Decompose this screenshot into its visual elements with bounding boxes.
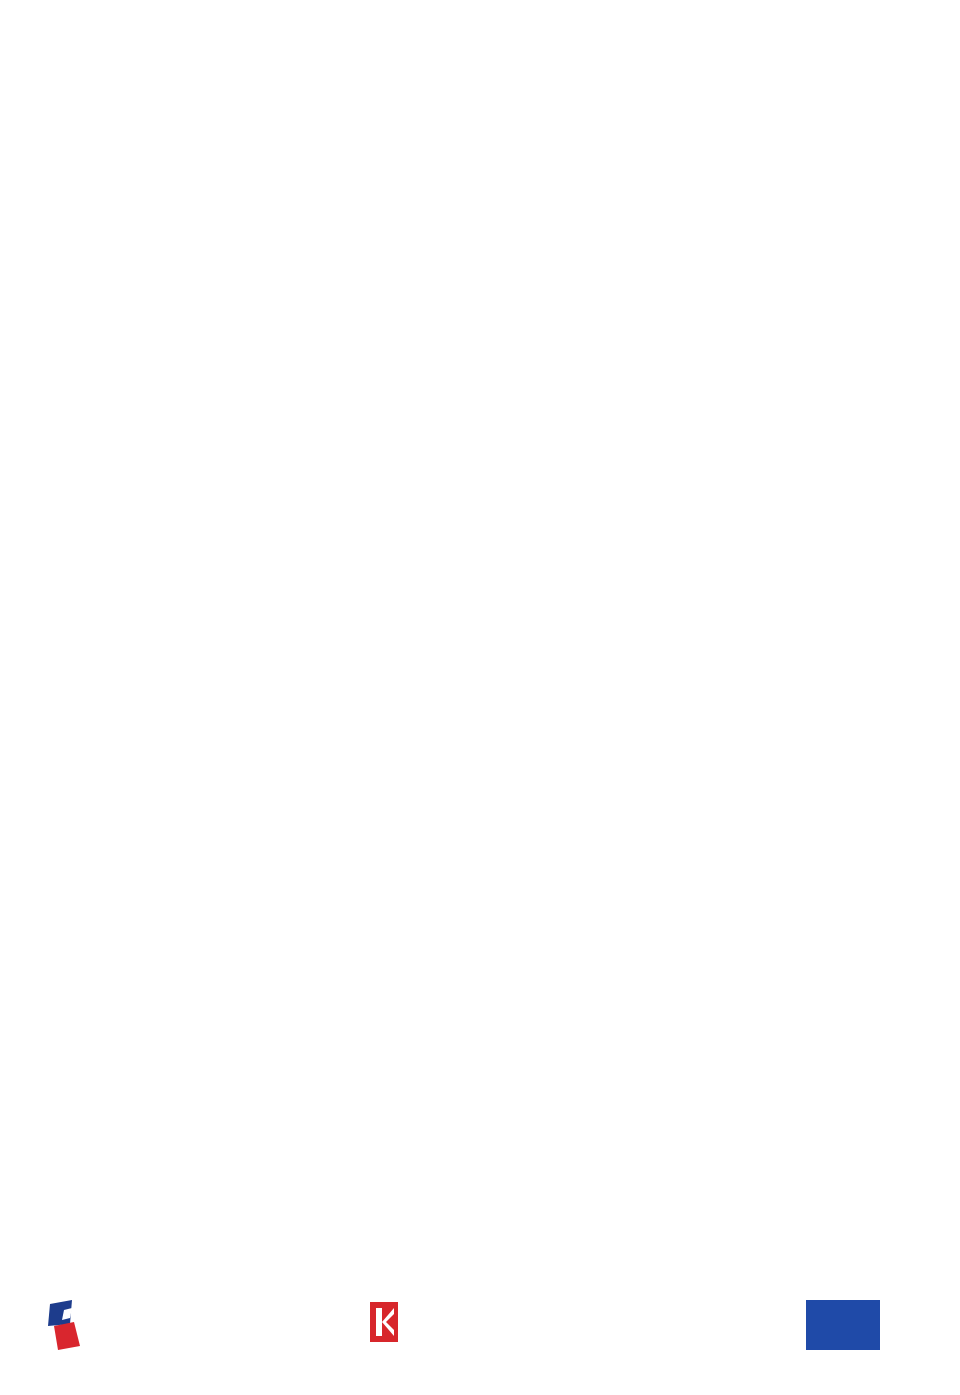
ig-logo-graphic [40,1296,220,1354]
eu-logo [684,1296,884,1354]
kpt-logo-graphic [366,1296,546,1354]
kpt-logo [366,1296,546,1354]
eu-logo-graphic [684,1296,884,1354]
innowacyjna-gospodarka-logo [40,1296,220,1354]
section-number [4,14,897,40]
document-body [4,0,897,60]
logo-bar [0,1296,960,1354]
eu-flag [806,1300,880,1350]
